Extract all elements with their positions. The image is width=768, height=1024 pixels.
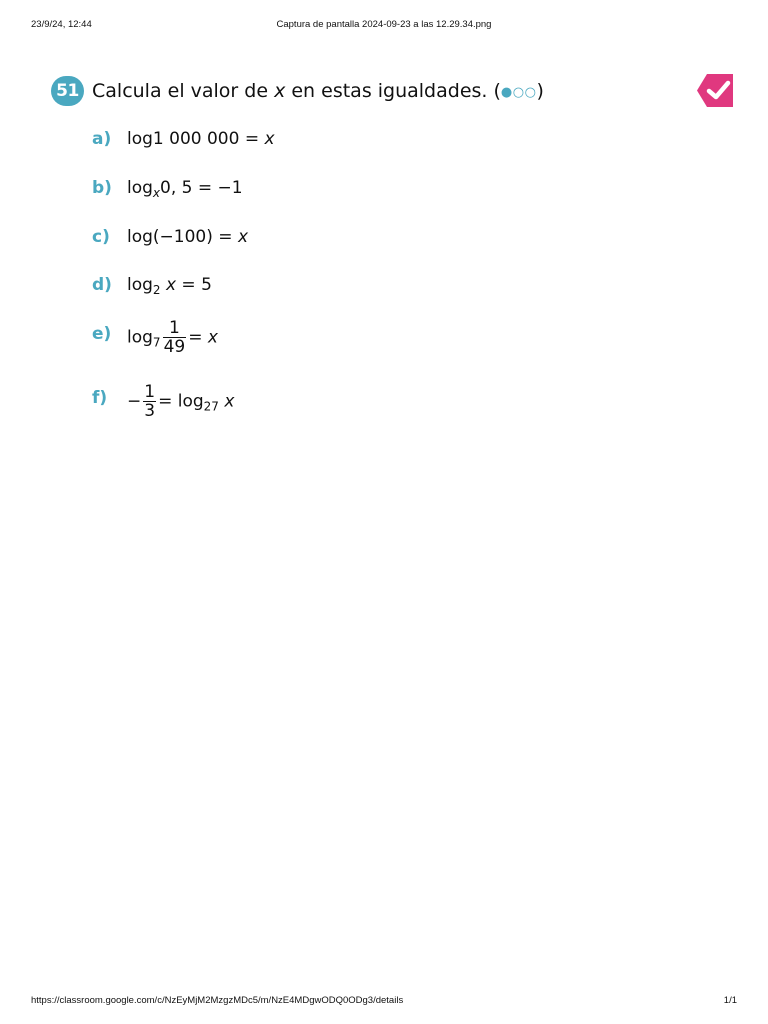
item-label-e: e) xyxy=(92,324,112,344)
page-number: 1/1 xyxy=(723,995,737,1006)
check-flag-icon xyxy=(697,74,733,107)
item-label-d: d) xyxy=(92,275,112,295)
difficulty-indicator: ●○○ xyxy=(500,85,537,100)
fraction-e: $\frac{1}{49}$ xyxy=(163,318,186,357)
print-url: https://classroom.google.com/c/NzEyMjM2MzgzMDc5/m/NzE4MDgwODQ0ODg3/details xyxy=(31,995,404,1006)
exercise-title-prefix: Calcula el valor de xyxy=(92,80,275,102)
print-date: 23/9/24, 12:44 xyxy=(31,19,92,30)
exercise-title xyxy=(92,78,544,106)
item-expression-b: $\log_x0$, 5 = −1 xyxy=(127,178,243,200)
exercise-title-variable: x xyxy=(274,80,286,102)
item-label-f: f) xyxy=(92,388,108,408)
print-title: Captura de pantalla 2024-09-23 a las 12.29.34.png xyxy=(276,19,492,30)
fraction-f: $\frac{1}{3}$ xyxy=(144,382,156,421)
item-label-c: c) xyxy=(92,227,110,247)
item-expression-e: $\log_7$ $\frac{1}{49}$ = x xyxy=(127,318,218,357)
item-label-b: b) xyxy=(92,178,112,198)
exercise-title-close: ) xyxy=(536,80,544,102)
item-expression-f: − $\frac{1}{3}$ = $\log_{27} x$ xyxy=(127,382,235,421)
item-expression-a: log1 000 000 = x xyxy=(127,129,275,149)
exercise-number-badge: 51 xyxy=(51,76,84,106)
item-expression-c: log(−100) = x xyxy=(127,227,248,247)
exercise-title-suffix: en estas igualdades. ( xyxy=(285,80,501,102)
item-expression-d: $\log_2 x = 5$ xyxy=(127,275,212,297)
item-label-a: a) xyxy=(92,129,112,149)
